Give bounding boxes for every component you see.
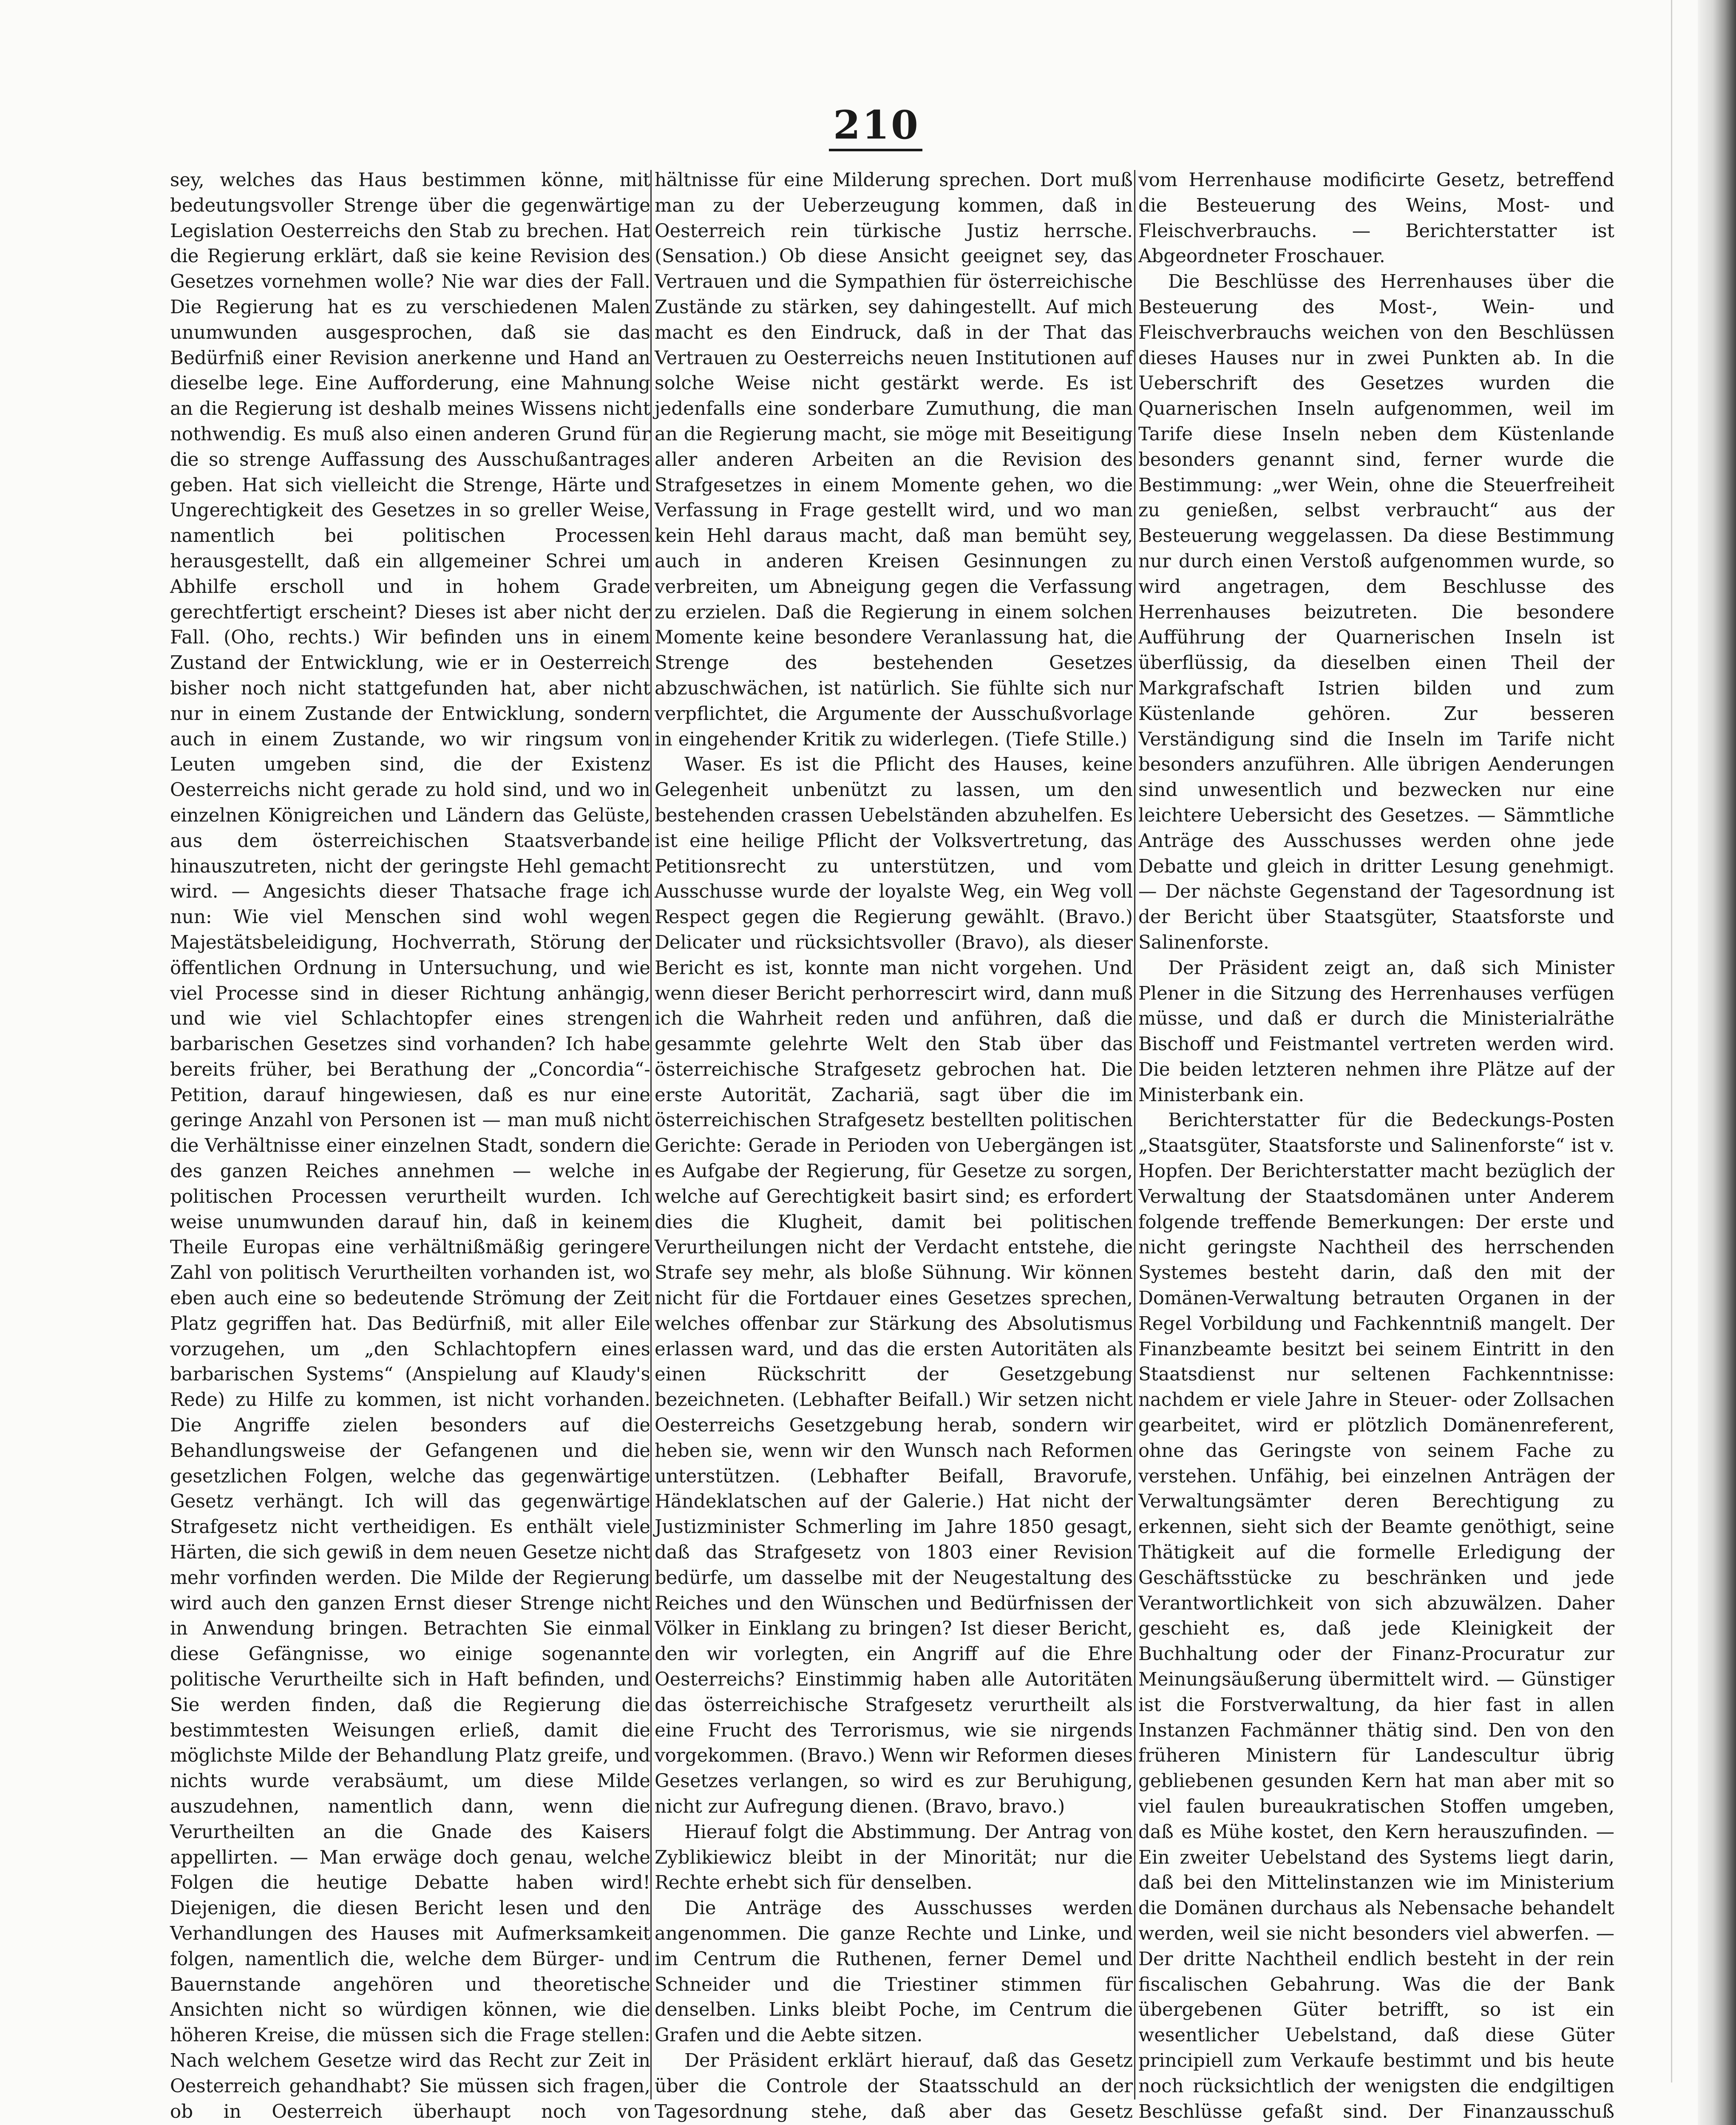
paragraph: Der Präsident erklärt hierauf, daß das Gesetz über die Controle der Staatsschuld an der Tagesordnung stehe, daß aber das Gesetz [655,2050,1133,2122]
page-edge-shadow [1698,0,1736,2125]
text-column-3 [1138,168,1614,2125]
scan-artifact-line [1671,0,1672,2082]
paragraph: Die Anträge des Ausschusses werden angenommen. Die ganze Rechte und Linke, und im Centrum die Ruthenen, ferner Demel und Schneider und die Triestiner stimmen für denselben. Links bleibt Poche, im Centrum die Grafen und die Aebte sitzen. [655,1898,1133,2046]
paragraph: Berichterstatter für die Bedeckungs-Posten „Staatsgüter, Staatsforste und Salinenforste“ ist v. Hopfen. Der Berichterstatter macht bezüglich der Verwaltung der Staatsdomänen unter Anderem folgende treffende Bemerkungen: Der erste und nicht geringste Nachtheil des herrschenden Systemes besteht darin, daß den mit der Domänen-Verwaltung betrauten Organen in der Regel Vorbildung und Fachkenntniß mangelt. Der Finanzbeamte besitzt bei seinem Eintritt in den Staatsdienst nur seltenen Fachkenntnisse: nachdem er viele Jahre in Steuer- oder Zollsachen gearbeitet, wird er plötzlich Domänenreferent, ohne das Geringste von seinem Fache zu verstehen. Unfähig, bei einzelnen Anträgen der Verwaltungsämter deren Berechtigung zu erkennen, sieht sich der Beamte genöthigt, seine Thätigkeit auf die formelle Erledigung der Geschäftsstücke zu beschränken und jede Verantwortlichkeit von sich abzuwälzen. Daher geschieht es, daß jede Kleinigkeit der Buchhaltung oder der Finanz-Procuratur zur Meinungsäußerung übermittelt wird. — Günstiger ist die Forstverwaltung, da hier fast in allen Instanzen Fachmänner thätig sind. Den von den früheren Ministern für Landescultur übrig gebliebenen gesunden Kern hat man aber mit so viel faulen bureaukratischen Stoffen umgeben, daß es Mühe kostet, den Kern herauszufinden. — Ein zweiter Uebelstand des Systems liegt darin, daß bei den Mittelinstanzen wie im Ministerium die Domänen durchaus als Nebensache behandelt werden, weil sie nicht besonders viel abwerfen. — Der dritte Nachtheil endlich besteht in der rein fiscalischen Gebahrung. Was die der Bank übergebenen Güter betrifft, so ist ein wesentlicher Uebelstand, daß diese Güter principiell zum Verkaufe bestimmt und bis heute noch rücksichtlich der wenigsten die endgiltigen Beschlüsse gefaßt sind. Der Finanzausschuß [1138,1110,1614,2122]
text-column-2 [655,168,1133,2125]
paragraph: Hierauf folgt die Abstimmung. Der Antrag von Zyblikiewicz bleibt in der Minorität; nur die Rechte erhebt sich für denselben. [655,1821,1133,1894]
text-column-1 [170,168,650,2125]
paragraph: Waser. Es ist die Pflicht des Hauses, keine Gelegenheit unbenützt zu lassen, um den bestehenden crassen Uebelständen abzuhelfen. Es ist eine heilige Pflicht der Volksvertretung, das Petitionsrecht zu unterstützen, und vom Ausschusse wurde der loyalste Weg, ein Weg voll Respect gegen die Regierung gewählt. (Bravo.) Delicater und rücksichtsvoller (Bravo), als dieser Bericht es ist, konnte man nicht vorgehen. Und wenn dieser Bericht perhorrescirt wird, dann muß ich die Wahrheit reden und anführen, daß die gesammte gelehrte Welt den Stab über das österreichische Strafgesetz gebrochen hat. Die erste Autorität, Zachariä, sagt über die im österreichischen Strafgesetz bestellten politischen Gerichte: Gerade in Perioden von Uebergängen ist es Aufgabe der Regierung, für Gesetze zu sorgen, welche auf Gerechtigkeit basirt sind; es erfordert dies die Klugheit, damit bei politischen Verurtheilungen nicht der Verdacht entstehe, die Strafe sey mehr, als bloße Sühnung. Wir können nicht für die Fortdauer eines Gesetzes sprechen, welches offenbar zur Stärkung des Absolutismus erlassen ward, und das die ersten Autoritäten als einen Rückschritt der Gesetzgebung bezeichneten. (Lebhafter Beifall.) Wir setzen nicht Oesterreichs Gesetzgebung herab, sondern wir heben sie, wenn wir den Wunsch nach Reformen unterstützen. (Lebhafter Beifall, Bravorufe, Händeklatschen auf der Galerie.) Hat nicht der Justizminister Schmerling im Jahre 1850 gesagt, daß das Strafgesetz von 1803 einer Revision bedürfe, um dasselbe mit der Neugestaltung des Reiches und den Wünschen und Bedürfnissen der Völker in Einklang zu bringen? Ist dieser Bericht, den wir vorlegten, ein Angriff auf die Ehre Oesterreichs? Einstimmig haben alle Autoritäten das österreichische Strafgesetz verurtheilt als eine Frucht des Terrorismus, wie sie nirgends vorgekommen. (Bravo.) Wenn wir Reformen dieses Gesetzes verlangen, so wird es zur Beruhigung, nicht zur Aufregung dienen. (Bravo, bravo.) [655,754,1133,1817]
column-divider-2 [1134,170,1135,2100]
page-number: 210 [833,102,920,148]
column-divider-1 [650,170,652,2100]
paragraph: Der Präsident zeigt an, daß sich Minister Plener in die Sitzung des Herrenhauses verfügen müsse, und daß er durch die Ministerialräthe Bischoff und Feistmantel vertreten werden wird. Die beiden letzteren nehmen ihre Plätze auf der Ministerbank ein. [1138,957,1614,1106]
page-number-rule [829,149,922,151]
paragraph: vom Herrenhause modificirte Gesetz, betreffend die Besteuerung des Weins, Most- und Fleischverbrauchs. — Berichterstatter ist Abgeordneter Froschauer. [1138,170,1614,267]
paragraph: hältnisse für eine Milderung sprechen. Dort muß man zu der Ueberzeugung kommen, daß in Oesterreich rein türkische Justiz herrsche. (Sensation.) Ob diese Ansicht geeignet sey, das Vertrauen und die Sympathien für österreichische Zustände zu stärken, sey dahingestellt. Auf mich macht es den Eindruck, daß in der That das Vertrauen zu Oesterreichs neuen Institutionen auf solche Weise nicht gestärkt werde. Es ist jedenfalls eine sonderbare Zumuthung, die man an die Regierung macht, sie möge mit Beseitigung aller anderen Arbeiten an die Revision des Strafgesetzes in einem Momente gehen, wo die Verfassung in Frage gestellt wird, und wo man kein Hehl daraus macht, daß man bemüht sey, auch in anderen Kreisen Gesinnungen zu verbreiten, um Abneigung gegen die Verfassung zu erzielen. Daß die Regierung in einem solchen Momente keine besondere Veranlassung hat, die Strenge des bestehenden Gesetzes abzuschwächen, ist natürlich. Sie fühlte sich nur verpflichtet, die Argumente der Ausschußvorlage in eingehender Kritik zu widerlegen. (Tiefe Stille.) [655,170,1133,750]
paragraph: Die Beschlüsse des Herrenhauses über die Besteuerung des Most-, Wein- und Fleischverbrauchs weichen von den Beschlüssen dieses Hauses nur in zwei Punkten ab. In die Ueberschrift des Gesetzes wurden die Quarnerischen Inseln aufgenommen, weil im Tarife diese Inseln neben dem Küstenlande besonders genannt sind, ferner wurde die Bestimmung: „wer Wein, ohne die Steuerfreiheit zu genießen, selbst verbraucht“ aus der Besteuerung weggelassen. Da diese Bestimmung nur durch einen Verstoß aufgenommen wurde, so wird angetragen, dem Beschlusse des Herrenhauses beizutreten. Die besondere Aufführung der Quarnerischen Inseln ist überflüssig, da dieselben einen Theil der Markgrafschaft Istrien bilden und zum Küstenlande gehören. Zur besseren Verständigung sind die Inseln im Tarife nicht besonders anzuführen. Alle übrigen Aenderungen sind unwesentlich und bezwecken nur eine leichtere Uebersicht des Gesetzes. — Sämmtliche Anträge des Ausschusses werden ohne jede Debatte und gleich in dritter Lesung genehmigt. — Der nächste Gegenstand der Tagesordnung ist der Bericht über Staatsgüter, Staatsforste und Salinenforste. [1138,271,1614,953]
paragraph: sey, welches das Haus bestimmen könne, mit bedeutungsvoller Strenge über die gegenwärtige Legislation Oesterreichs den Stab zu brechen. Hat die Regierung erklärt, daß sie keine Revision des Gesetzes vornehmen wolle? Nie war dies der Fall. Die Regierung hat es zu verschiedenen Malen unumwunden ausgesprochen, daß sie das Bedürfniß einer Revision anerkenne und Hand an dieselbe lege. Eine Aufforderung, eine Mahnung an die Regierung ist deshalb meines Wissens nicht nothwendig. Es muß also einen anderen Grund für die so strenge Auffassung des Ausschußantrages geben. Hat sich vielleicht die Strenge, Härte und Ungerechtigkeit des Gesetzes in so greller Weise, namentlich bei politischen Processen herausgestellt, daß ein allgemeiner Schrei um Abhilfe erscholl und in hohem Grade gerechtfertigt erscheint? Dieses ist aber nicht der Fall. (Oho, rechts.) Wir befinden uns in einem Zustand der Entwicklung, wie er in Oesterreich bisher noch nicht stattgefunden hat, aber nicht nur in einem Zustande der Entwicklung, sondern auch in einem Zustande, wo wir ringsum von Leuten umgeben sind, die der Existenz Oesterreichs nicht gerade zu hold sind, und wo in einzelnen Königreichen und Ländern das Gelüste, aus dem österreichischen Staatsverbande hinauszutreten, nicht der geringste Hehl gemacht wird. — Angesichts dieser Thatsache frage ich nun: Wie viel Menschen sind wohl wegen Majestätsbeleidigung, Hochverrath, Störung der öffentlichen Ordnung in Untersuchung, und wie viel Processe sind in dieser Richtung anhängig, und wie viel Schlachtopfer eines strengen barbarischen Gesetzes sind vorhanden? Ich habe bereits früher, bei Berathung der „Concordia“-Petition, darauf hingewiesen, daß es nur eine geringe Anzahl von Personen ist — man muß nicht die Verhältnisse einer einzelnen Stadt, sondern die des ganzen Reiches annehmen — welche in politischen Processen verurtheilt wurden. Ich weise unumwunden darauf hin, daß in keinem Theile Europas eine verhältnißmäßig geringere Zahl von politisch Verurtheilten vorhanden ist, wo eben auch eine so bedeutende Strömung der Zeit Platz gegriffen hat. Das Bedürfniß, mit aller Eile vorzugehen, um „den Schlachtopfern eines barbarischen Systems“ (Anspielung auf Klaudy's Rede) zu Hilfe zu kommen, ist nicht vorhanden. Die Angriffe zielen besonders auf die Behandlungsweise der Gefangenen und die gesetzlichen Folgen, welche das gegenwärtige Gesetz verhängt. Ich will das gegenwärtige Strafgesetz nicht vertheidigen. Es enthält viele Härten, die sich gewiß in dem neuen Gesetze nicht mehr vorfinden werden. Die Milde der Regierung wird auch den ganzen Ernst dieser Strenge nicht in Anwendung bringen. Betrachten Sie einmal diese Gefängnisse, wo einige sogenannte politische Verurtheilte sich in Haft befinden, und Sie werden finden, daß die Regierung die bestimmtesten Weisungen erließ, damit die möglichste Milde der Behandlung Platz greife, und nichts wurde verabsäumt, um diese Milde auszudehnen, namentlich dann, wenn die Verurtheilten an die Gnade des Kaisers appellirten. — Man erwäge doch genau, welche Folgen die heutige Debatte haben wird! Diejenigen, die diesen Bericht lesen und den Verhandlungen des Hauses mit Aufmerksamkeit folgen, namentlich die, welche dem Bürger- und Bauernstande angehören und theoretische Ansichten nicht so würdigen können, wie die höheren Kreise, die müssen sich die Frage stellen: Nach welchem Gesetze wird das Recht zur Zeit in Oesterreich gehandhabt? Sie müssen sich fragen, ob in Oesterreich überhaupt noch von [170,170,650,2122]
